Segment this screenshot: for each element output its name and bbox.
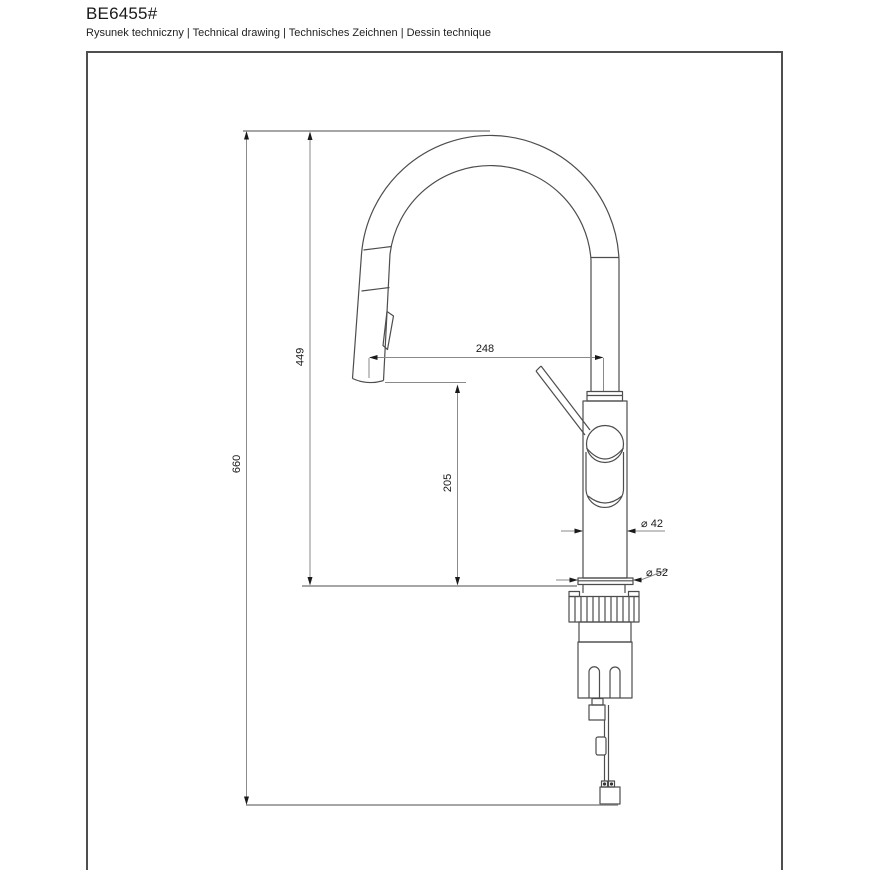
dimension-spout-top-height	[295, 132, 313, 586]
arrowhead-205-bottom	[455, 577, 460, 586]
dimension-label-205: 205	[442, 473, 454, 493]
arrowhead-449-bottom	[308, 577, 313, 586]
arrowhead-660-bottom	[244, 797, 249, 806]
hose-bracket	[589, 705, 605, 720]
reference-lines	[243, 131, 618, 805]
spout-outlet-edge	[353, 379, 384, 383]
arrowhead-660-top	[244, 131, 249, 140]
faucet-outline	[353, 135, 640, 804]
mounting-nut-tab-right	[629, 592, 640, 597]
hose-connector-block	[600, 787, 620, 804]
dimension-base-diameter	[556, 567, 668, 583]
spray-head-clip	[383, 312, 394, 350]
lever-handle	[536, 366, 590, 435]
handle-cap-circle	[587, 426, 624, 463]
arrowhead-449-top	[308, 132, 313, 141]
cartridge-housing-inner-arc	[588, 496, 622, 503]
mounting-sleeve	[579, 622, 631, 642]
lever-lower-edge	[536, 371, 585, 435]
lever-tip-cap	[536, 366, 541, 371]
dimension-label-660: 660	[231, 454, 243, 474]
nut-splines	[575, 597, 634, 622]
dimension-body-diameter	[561, 518, 665, 534]
bracket-slot-left	[589, 667, 600, 698]
spray-head-joint-upper	[364, 247, 392, 251]
dimension-spout-reach	[369, 343, 604, 360]
lever-upper-edge	[541, 366, 590, 430]
spray-head-joint-lower	[362, 288, 390, 292]
connector-nub-left-dot	[603, 782, 606, 785]
dimension-total-height	[231, 131, 249, 805]
dimension-label-42: ⌀ 42	[641, 518, 663, 530]
arrowhead-205-top	[455, 385, 460, 394]
connector-nub-right-dot	[610, 782, 613, 785]
mounting-assembly	[569, 585, 639, 805]
dimension-label-248: 248	[475, 343, 495, 355]
pipe-flange	[587, 392, 623, 402]
arrowhead-42-right	[627, 529, 636, 534]
arrowhead-42-left	[575, 529, 584, 534]
bracket-slot-right	[610, 667, 620, 698]
hose-weight	[596, 737, 606, 755]
page-subtitle: Rysunek techniczny | Technical drawing | Technisches Zeichnen | Dessin technique	[86, 27, 491, 39]
arrowhead-248-left	[369, 355, 378, 360]
dimension-label-449: 449	[294, 347, 307, 367]
page-title: BE6455#	[86, 4, 158, 23]
dimension-outlet-height	[442, 385, 460, 586]
slotted-bracket	[578, 642, 632, 698]
mounting-nut-tab-left	[569, 592, 580, 597]
hose-cap	[592, 699, 603, 706]
arrowhead-248-right	[595, 355, 604, 360]
arrowhead-52-right	[633, 578, 642, 583]
dimension-label-52: ⌀ 52	[646, 567, 668, 579]
arrowhead-52-left	[570, 578, 579, 583]
